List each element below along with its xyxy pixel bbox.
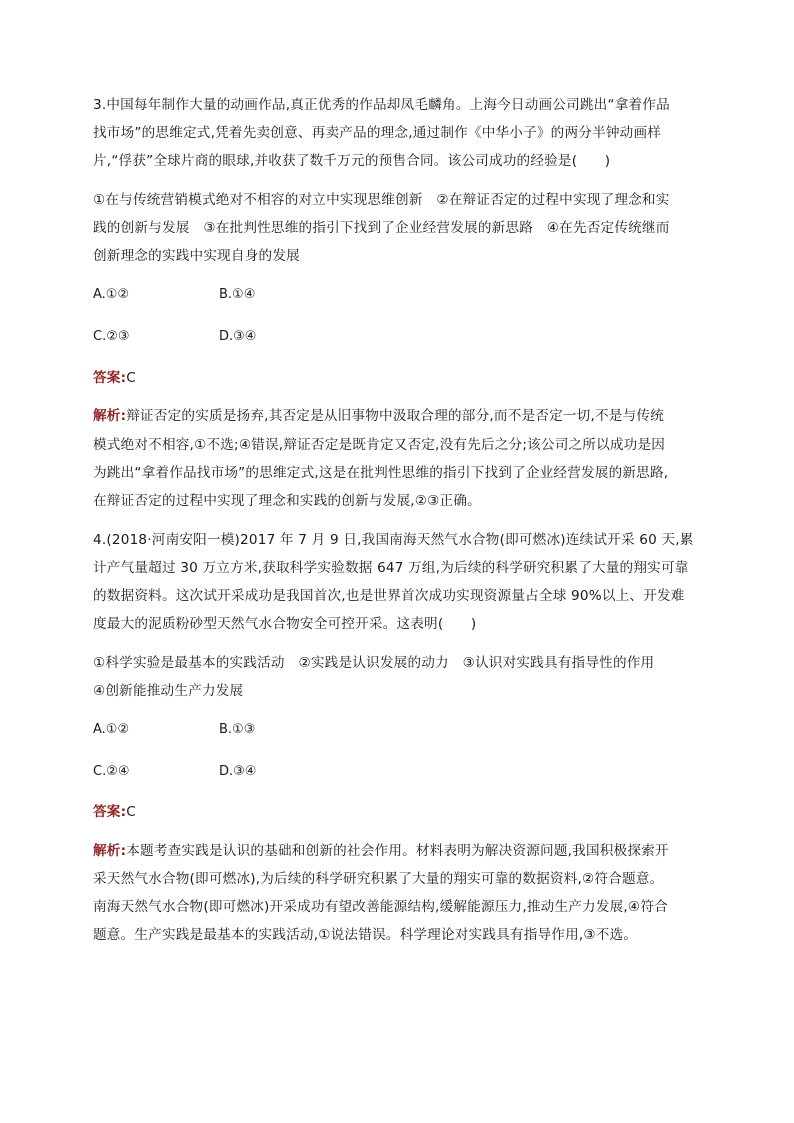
option-c: C.②④ [93, 764, 130, 779]
question-4-stem-line: 4.(2018·河南安阳一模)2017 年 7 月 9 日,我国南海天然气水合物(即可燃冰)连续试开采 60 天,累 [93, 532, 694, 548]
answer-value: C [126, 370, 136, 386]
answer [93, 369, 136, 387]
question-3-statement-line: 践的创新与发展 ③在批判性思维的指引下找到了企业经营发展的新思路 ④在先否定传统继而 [93, 220, 670, 236]
analysis-line: 为跳出“拿着作品找市场”的思维定式,这是在批判性思维的指引下找到了企业经营发展的新思路, [93, 465, 669, 481]
question-3-stem-line: 3.中国每年制作大量的动画作品,真正优秀的作品却凤毛麟角。上海今日动画公司跳出“拿着作品 [93, 97, 670, 113]
option-d: D.③④ [219, 329, 257, 344]
option-a: A.①② [93, 287, 130, 302]
question-3-statement-line: 创新理念的实践中实现自身的发展 [93, 248, 300, 264]
question-4-stem-line: 度最大的泥质粉砂型天然气水合物安全可控开采。这表明( ) [93, 616, 477, 632]
answer-label: 答案: [93, 370, 127, 386]
analysis-line: 在辩证否定的过程中实现了理念和实践的创新与发展,②③正确。 [93, 493, 481, 509]
option-b: B.①④ [219, 287, 256, 302]
analysis-text: 本题考查实践是认识的基础和创新的社会作用。材料表明为解决资源问题,我国积极探索开 [126, 843, 669, 859]
option-d: D.③④ [219, 764, 257, 779]
question-3-statement-line: ①在与传统营销模式绝对不相容的对立中实现思维创新 ②在辩证否定的过程中实现了理念和实 [93, 192, 670, 208]
analysis-line: 采天然气水合物(即可燃冰),为后续的科学研究积累了大量的翔实可靠的数据资料,②符合题意。 [93, 871, 664, 887]
analysis-first-line [93, 842, 669, 860]
question-4-statement-line: ④创新能推动生产力发展 [93, 683, 244, 699]
question-4-stem-line: 计产气量超过 30 万立方米,获取科学实验数据 647 万组,为后续的科学研究积累了大量的翔实可靠 [93, 560, 689, 576]
question-3-stem-line: 找市场”的思维定式,凭着先卖创意、再卖产品的理念,通过制作《中华小子》的两分半钟动画样 [93, 125, 662, 141]
analysis-label: 解析: [93, 408, 127, 424]
question-4-statement-line: ①科学实验是最基本的实践活动 ②实践是认识发展的动力 ③认识对实践具有指导性的作用 [93, 655, 655, 671]
question-4-stem-line: 的数据资料。这次试开采成功是我国首次,也是世界首次成功实现资源量占全球 90%以上、开发难 [93, 588, 685, 604]
option-c: C.②③ [93, 329, 130, 344]
analysis-line: 南海天然气水合物(即可燃冰)开采成功有望改善能源结构,缓解能源压力,推动生产力发展,④符合 [93, 899, 668, 915]
analysis-first-line [93, 407, 664, 425]
question-3-stem-line: 片,“俘获”全球片商的眼球,并收获了数千万元的预售合同。该公司成功的经验是( ) [93, 153, 611, 169]
analysis-line: 模式绝对不相容,①不选;④错误,辩证否定是既肯定又否定,没有先后之分;该公司之所以成功是因 [93, 437, 666, 453]
option-a: A.①② [93, 722, 130, 737]
analysis-line: 题意。生产实践是最基本的实践活动,①说法错误。科学理论对实践具有指导作用,③不选。 [93, 927, 638, 943]
option-b: B.①③ [219, 722, 256, 737]
analysis-label: 解析: [93, 843, 127, 859]
answer-label: 答案: [93, 804, 127, 820]
answer [93, 803, 136, 821]
analysis-text: 辩证否定的实质是扬弃,其否定是从旧事物中汲取合理的部分,而不是否定一切,不是与传统 [126, 408, 664, 424]
answer-value: C [126, 804, 136, 820]
